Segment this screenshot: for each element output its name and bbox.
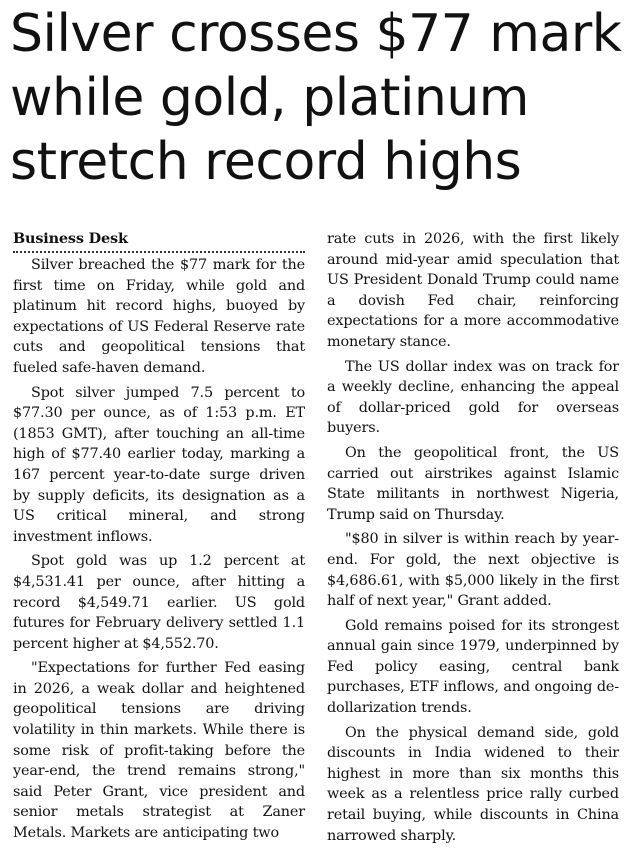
byline: Business Desk <box>13 229 305 253</box>
article-column-right <box>327 229 619 850</box>
article-paragraph: Spot silver jumped 7.5 percent to $77.30 per ounce, as of 1:53 p.m. ET (1853 GMT), after touching an all-time high of $77.40 earlier today, marking a 167 percent year-to-date surge driven by supply deficits, its designation as a US critical mineral, and strong investment inflows. <box>13 384 305 545</box>
article-paragraph: On the physical demand side, gold discounts in India widened to their highest in more than six months this week as a relentless price rally curbed retail buying, while discounts in China narrowed sharply. <box>327 724 619 844</box>
article-paragraph: Spot gold was up 1.2 percent at $4,531.41 per ounce, after hitting a record $4,549.71 earlier. US gold futures for February delivery settled 1.1 percent higher at $4,552.70. <box>13 553 305 652</box>
article-paragraph: "Expectations for further Fed easing in 2026, a weak dollar and heightened geopolitical tensions are driving volatility in thin markets. While there is some risk of profit-taking before the year-end, the trend remains strong," said Peter Grant, vice president and senior metals strategist at Zaner Metals. Markets are anticipating two <box>13 660 305 842</box>
article-paragraph: On the geopolitical front, the US carried out airstrikes against Islamic State militants in northwest Nigeria, Trump said on Thursday. <box>327 444 619 523</box>
article-paragraph: The US dollar index was on track for a weekly decline, enhancing the appeal of dollar-priced gold for overseas buyers. <box>327 358 619 437</box>
article-paragraph-continued: rate cuts in 2026, with the first likely around mid-year amid speculation that US President Donald Trump could name a dovish Fed chair, reinforcing expectations for a more accommodative monetary stance. <box>327 231 619 350</box>
article-paragraph: Silver breached the $77 mark for the first time on Friday, while gold and platinum hit record highs, buoyed by expectations of US Federal Reserve rate cuts and geopolitical tensions that fueled safe-haven demand. <box>13 257 305 376</box>
article-paragraph: Gold remains poised for its strongest annual gain since 1979, underpinned by Fed policy easing, central bank purchases, ETF inflows, and ongoing de-dollarization trends. <box>327 617 619 717</box>
article-paragraph: "$80 in silver is within reach by year-end. For gold, the next objective is $4,686.61, with $5,000 likely in the first half of next year," Grant added. <box>327 531 619 610</box>
headline: Silver crosses $77 mark while gold, platinum stretch record highs <box>10 4 622 192</box>
article-column-left <box>13 229 305 848</box>
